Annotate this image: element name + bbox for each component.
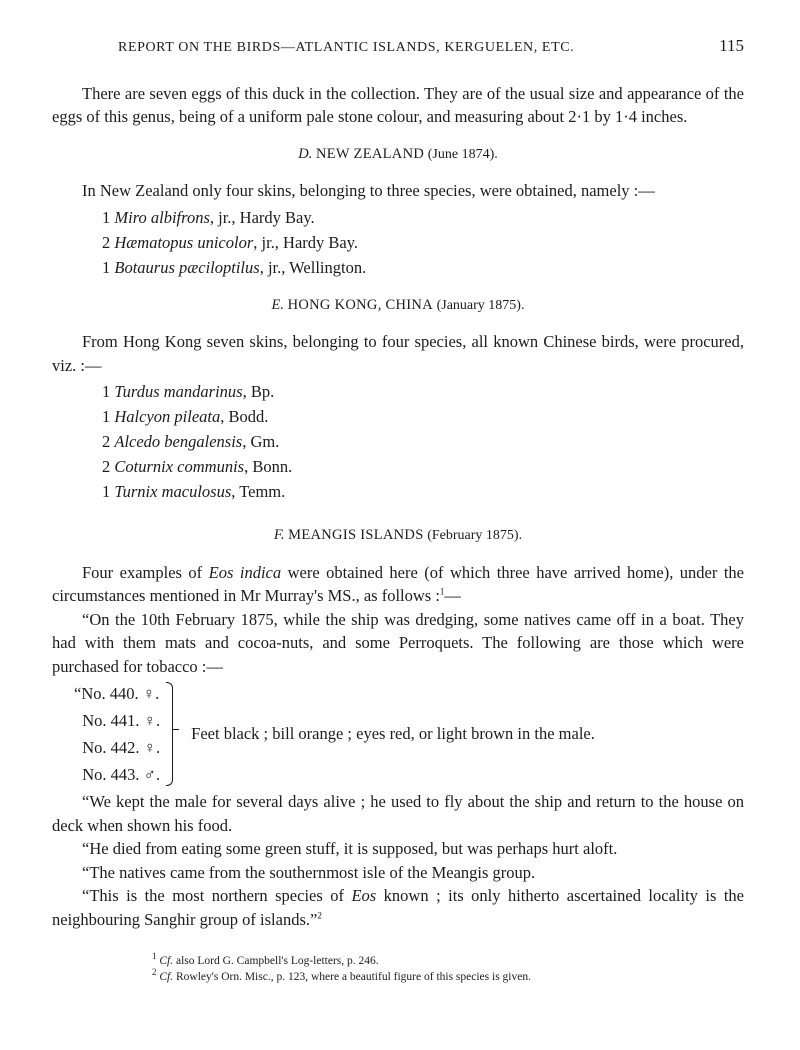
- section-letter: F.: [273, 527, 285, 543]
- species-name: Coturnix communis: [114, 457, 245, 476]
- footnote-text: also Lord G. Campbell's Log-letters, p. 246.: [173, 955, 379, 967]
- species-name: Miro albifrons: [114, 207, 210, 227]
- intro-paragraph: There are seven eggs of this duck in the collection. They are of the usual size and appearance of the eggs of this genus, being of a uniform pale stone colour, and measuring about 2·1 by 1·4 inches.: [52, 83, 744, 126]
- list-item: [102, 379, 744, 404]
- species-count: 1: [102, 257, 111, 277]
- specimen-row: No. 443. ♂.: [74, 765, 161, 784]
- list-item: [102, 255, 744, 280]
- list-item: [102, 205, 744, 230]
- page-number: 115: [719, 36, 744, 55]
- specimen-description: Feet black ; bill orange ; eyes red, or light brown in the male.: [191, 724, 595, 744]
- quote-rest: known ; its only hitherto ascertained locality is the neighbouring Sanghir group of islands.”: [52, 886, 745, 929]
- quote-paragraph: “We kept the male for several days alive ; he used to fly about the ship and return to the house on deck when shown his food.: [52, 792, 744, 835]
- quote-paragraph: “On the 10th February 1875, while the ship was dredging, some natives came off in a boat. They had with them mats and cocoa-nuts, and some Perroquets. The following are those which were purchased for tobacco :—: [52, 609, 744, 676]
- species-count: 1: [102, 382, 111, 401]
- species-list-new-zealand: [52, 205, 744, 280]
- species-detail: , jr., Hardy Bay.: [253, 232, 359, 252]
- section-heading-meangis: [52, 524, 744, 548]
- species-count: 1: [102, 482, 111, 501]
- section-date: (February 1875).: [427, 528, 523, 543]
- species-detail: , jr., Hardy Bay.: [209, 207, 315, 227]
- para-end: —: [444, 586, 461, 605]
- new-zealand-paragraph: In New Zealand only four skins, belonging to three species, were obtained, namely :—: [82, 181, 655, 200]
- meangis-paragraph: [52, 561, 744, 608]
- footnote-ref: Cf.: [159, 971, 174, 983]
- specimen-list: [74, 680, 160, 788]
- para-species: Eos indica: [208, 562, 282, 582]
- species-detail: , Temm.: [231, 482, 286, 501]
- species-detail: , Bonn.: [244, 457, 293, 476]
- footnotes: [152, 953, 744, 985]
- quote-lead: “This is the most northern species of: [82, 886, 352, 905]
- page-header: [118, 34, 744, 60]
- species-name: Botaurus pæciloptilus: [114, 257, 260, 277]
- species-count: 2: [102, 457, 111, 476]
- footnote-text: Rowley's Orn. Misc., p. 123, where a beautiful figure of this species is given.: [173, 971, 531, 983]
- quote-genus: Eos: [351, 886, 377, 905]
- section-letter: E.: [271, 296, 284, 313]
- species-name: Halcyon pileata: [114, 407, 221, 426]
- footnote-mark: 2: [317, 910, 322, 920]
- species-count: 2: [102, 232, 111, 252]
- list-item: [102, 230, 744, 255]
- species-name: Turdus mandarinus: [114, 382, 243, 401]
- quote-paragraph: [52, 884, 744, 931]
- running-head: REPORT ON THE BIRDS—ATLANTIC ISLANDS, KERGUELEN, ETC.: [118, 40, 575, 55]
- species-detail: , Bodd.: [220, 407, 269, 426]
- species-name: Hæmatopus unicolor: [114, 232, 254, 252]
- footnote-number: 2: [152, 967, 157, 978]
- species-list-hong-kong: [52, 379, 744, 504]
- para-lead: Four examples of: [82, 562, 209, 582]
- section-date: (June 1874).: [427, 146, 498, 162]
- specimen-row: “No. 440. ♀.: [74, 684, 160, 703]
- footnote: [152, 953, 744, 969]
- list-item: [102, 429, 744, 454]
- species-count: 1: [102, 207, 111, 227]
- section-letter: D.: [298, 145, 313, 162]
- footnote-ref: Cf.: [159, 955, 174, 967]
- specimen-row: No. 442. ♀.: [74, 738, 161, 757]
- species-count: 1: [102, 407, 111, 426]
- section-place: NEW ZEALAND: [315, 145, 425, 162]
- species-detail: , Bp.: [242, 382, 275, 401]
- list-item: [102, 454, 744, 479]
- section-date: (January 1875).: [436, 297, 525, 313]
- para-rest: were obtained here (of which three have arrived home), under the circumstances mentioned in Mr Murray's MS., as follows :: [52, 562, 744, 605]
- list-item: [102, 479, 744, 504]
- footnote-mark: 1: [439, 586, 445, 597]
- section-place: MEANGIS ISLANDS: [288, 527, 424, 543]
- species-count: 2: [102, 432, 111, 451]
- species-detail: , Gm.: [242, 432, 280, 451]
- footnote-number: 1: [152, 951, 157, 962]
- quote-paragraph: “The natives came from the southernmost isle of the Meangis group.: [82, 862, 536, 882]
- footnote: [152, 969, 744, 985]
- section-heading-hong-kong: [52, 294, 744, 318]
- species-detail: , jr., Wellington.: [259, 257, 367, 277]
- species-name: Alcedo bengalensis: [114, 432, 243, 451]
- specimen-row: No. 441. ♀.: [74, 711, 161, 730]
- specimen-table: [74, 680, 744, 788]
- list-item: [102, 404, 744, 429]
- section-place: HONG KONG, CHINA: [287, 296, 433, 313]
- species-name: Turnix maculosus: [114, 482, 232, 501]
- brace: [166, 682, 173, 786]
- hong-kong-paragraph: From Hong Kong seven skins, belonging to four species, all known Chinese birds, were procured, viz. :—: [52, 332, 744, 375]
- section-heading-new-zealand: [52, 143, 744, 167]
- quote-paragraph: “He died from eating some green stuff, it is supposed, but was perhaps hurt aloft.: [82, 839, 618, 858]
